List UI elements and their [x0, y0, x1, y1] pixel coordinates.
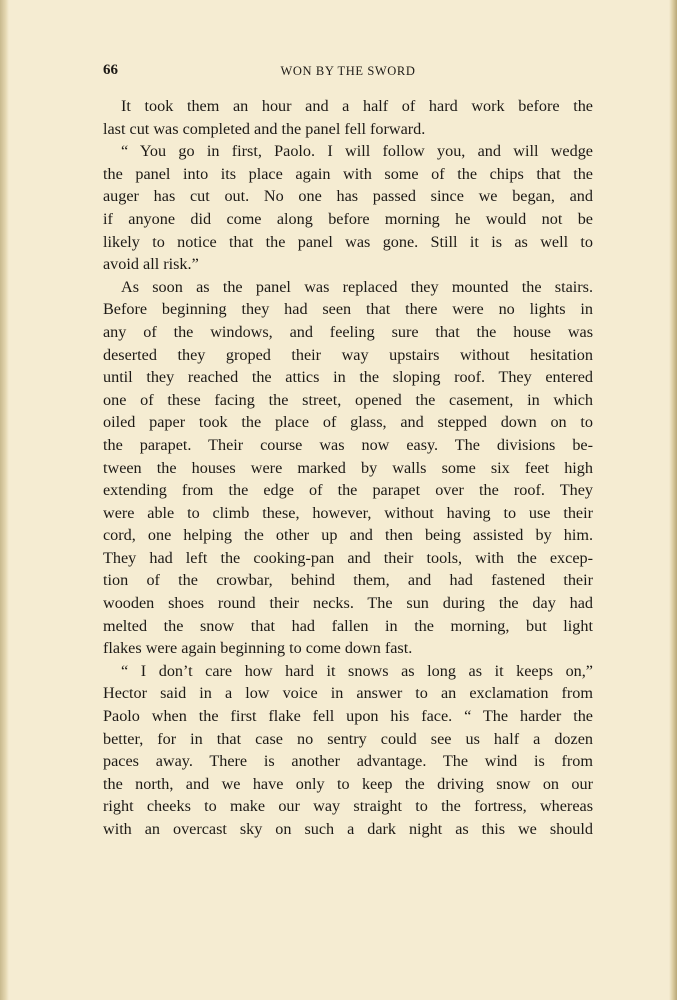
- text-line: any of the windows, and feeling sure that the house was: [103, 322, 593, 341]
- text-line: cord, one helping the other up and then being assisted by him.: [103, 526, 593, 545]
- text-line: if anyone did come along before morning he would not be: [103, 209, 593, 228]
- text-line: better, for in that case no sentry could see us half a dozen: [103, 729, 593, 748]
- text-line: They had left the cooking-pan and their tools, with the excep-: [103, 548, 593, 567]
- text-line: were able to climb these, however, without having to use their: [103, 503, 593, 522]
- text-line: flakes were again beginning to come down fast.: [103, 639, 413, 658]
- text-line: auger has cut out. No one has passed since we began, and: [103, 187, 593, 206]
- text-line: As soon as the panel was replaced they mounted the stairs.: [121, 277, 593, 296]
- text-line: Paolo when the first flake fell upon his face. “ The harder the: [103, 707, 593, 726]
- text-line: It took them an hour and a half of hard work before the: [121, 97, 593, 115]
- page-right-edge: [669, 0, 677, 1000]
- text-line: wooden shoes round their necks. The sun during the day had: [103, 594, 593, 613]
- body-text: [103, 95, 593, 841]
- text-line: paces away. There is another advantage. The wind is from: [103, 752, 593, 771]
- text-line: tion of the crowbar, behind them, and had fastened their: [103, 571, 593, 590]
- page-left-edge: [0, 0, 9, 1000]
- text-line: until they reached the attics in the sloping roof. They entered: [103, 368, 593, 387]
- text-line: likely to notice that the panel was gone. Still it is as well to: [103, 232, 593, 251]
- text-line: the north, and we have only to keep the driving snow on our: [103, 774, 593, 793]
- text-line: “ I don’t care how hard it snows as long as it keeps on,”: [121, 661, 593, 680]
- text-line: “ You go in first, Paolo. I will follow you, and will wedge: [121, 142, 593, 161]
- text-line: right cheeks to make our way straight to the fortress, whereas: [103, 797, 593, 816]
- text-line: extending from the edge of the parapet over the roof. They: [103, 481, 593, 500]
- text-line: Hector said in a low voice in answer to an exclamation from: [103, 684, 593, 703]
- text-line: oiled paper took the place of glass, and stepped down on to: [103, 413, 593, 432]
- text-line: melted the snow that had fallen in the morning, but light: [103, 616, 593, 635]
- text-line: tween the houses were marked by walls some six feet high: [103, 458, 593, 477]
- text-line: Before beginning they had seen that there were no lights in: [103, 300, 593, 319]
- text-line: with an overcast sky on such a dark night as this we should: [103, 820, 593, 838]
- text-line: avoid all risk.”: [103, 255, 199, 274]
- text-line: last cut was completed and the panel fell forward.: [103, 119, 426, 138]
- text-line: the panel into its place again with some of the chips that the: [103, 164, 593, 183]
- page-number: 66: [103, 62, 118, 78]
- text-line: deserted they groped their way upstairs without hesitation: [103, 345, 593, 364]
- text-line: the parapet. Their course was now easy. The divisions be-: [103, 435, 593, 454]
- running-head: WON BY THE SWORD: [280, 64, 416, 78]
- text-line: one of these facing the street, opened the casement, in which: [103, 390, 593, 409]
- page-header: [103, 62, 593, 80]
